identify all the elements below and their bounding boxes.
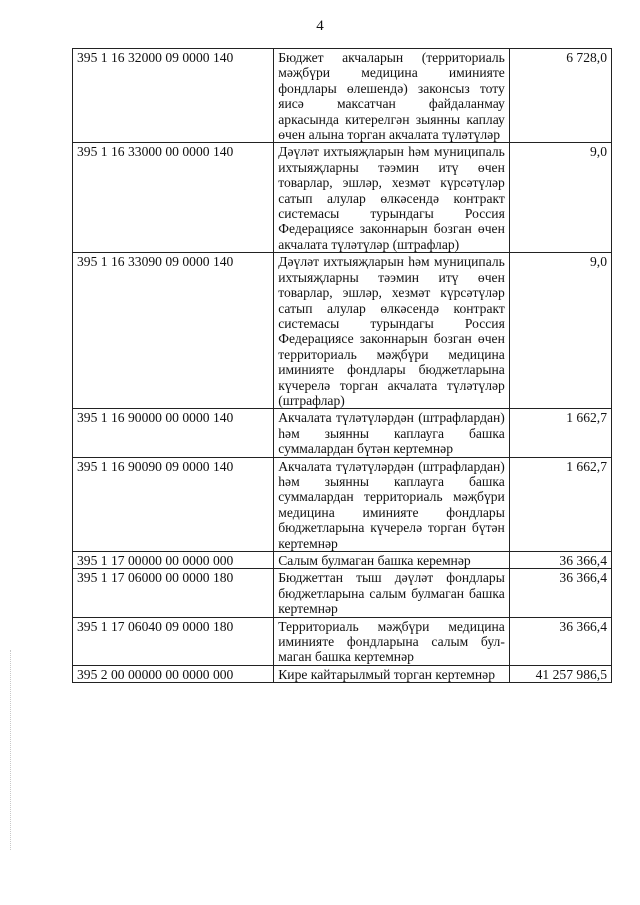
amount-cell: 36 366,4: [509, 617, 611, 665]
table-row: [73, 457, 612, 551]
description-cell: Кире кайтарылмый торган кертемнәр: [274, 665, 510, 682]
table-row: [73, 617, 612, 665]
budget-code-cell: 395 2 00 00000 00 0000 000: [73, 665, 274, 682]
budget-code-cell: 395 1 16 90000 00 0000 140: [73, 409, 274, 457]
amount-cell: 6 728,0: [509, 49, 611, 143]
amount-cell: 1 662,7: [509, 409, 611, 457]
amount-cell: 36 366,4: [509, 569, 611, 617]
description-cell: Дәүләт ихтыяҗларын һәм муниципаль ихтыяҗларны тәэмин итү өчен товарлар, эшләр, хезмәт күрсәтүләр сатып алулар өлкәсендә контракт системасы турындагы Россия Федерациясе законнарын бозган өчен акчалата түләтүләр (штрафлар): [274, 143, 510, 253]
description-cell: Акчалата түләтүләрдән (штрафлардан) һәм зыянны каплауга башка суммалардан бүтән кертемнәр: [274, 409, 510, 457]
budget-table: [72, 48, 612, 683]
amount-cell: 9,0: [509, 253, 611, 409]
page-number: 4: [316, 18, 324, 34]
description-cell: Территориаль мәҗбүри медицина иминияте фондларына салым булмаган башка кертемнәр: [274, 617, 510, 665]
table-row: [73, 665, 612, 682]
budget-code-cell: 395 1 16 32000 09 0000 140: [73, 49, 274, 143]
table-row: [73, 49, 612, 143]
budget-code-cell: 395 1 16 33090 09 0000 140: [73, 253, 274, 409]
description-cell: Дәүләт ихтыяҗларын һәм муниципаль ихтыяҗларны тәэмин итү өчен товарлар, эшләр, хезмәт күрсәтүләр сатып алулар өлкәсендә контракт системасы турындагы Россия Федерациясе законнарын бозган өчен территориаль мәҗбүри медицина иминияте фондлары бюджетларына күчерелә торган акчалата түләтүләр (штрафлар): [274, 253, 510, 409]
description-cell: Бюджет акчаларын (территориаль мәҗбүри медицина иминияте фондлары өлешендә) законсыз тоту яисә максатчан файдаланмау аркасында китерелгән зыянны каплау өчен алына торган акчалата түләтүләр: [274, 49, 510, 143]
table-row: [73, 409, 612, 457]
table-row: [73, 569, 612, 617]
table-row: [73, 552, 612, 569]
description-cell: Салым булмаган башка керемнәр: [274, 552, 510, 569]
amount-cell: 9,0: [509, 143, 611, 253]
budget-code-cell: 395 1 16 33000 00 0000 140: [73, 143, 274, 253]
budget-code-cell: 395 1 17 06040 09 0000 180: [73, 617, 274, 665]
table-row: [73, 253, 612, 409]
scan-edge-mark: [10, 650, 13, 850]
amount-cell: 1 662,7: [509, 457, 611, 551]
description-cell: Бюджеттан тыш дәүләт фондлары бюджетларына салым булмаган башка кертемнәр: [274, 569, 510, 617]
budget-code-cell: 395 1 17 00000 00 0000 000: [73, 552, 274, 569]
budget-code-cell: 395 1 16 90090 09 0000 140: [73, 457, 274, 551]
amount-cell: 41 257 986,5: [509, 665, 611, 682]
table-row: [73, 143, 612, 253]
description-cell: Акчалата түләтүләрдән (штрафлардан) һәм зыянны каплауга башка суммалардан территориаль мәҗбүри медицина иминияте фондлары бюджетларына күчерелә торган бүтән кертемнәр: [274, 457, 510, 551]
budget-code-cell: 395 1 17 06000 00 0000 180: [73, 569, 274, 617]
amount-cell: 36 366,4: [509, 552, 611, 569]
